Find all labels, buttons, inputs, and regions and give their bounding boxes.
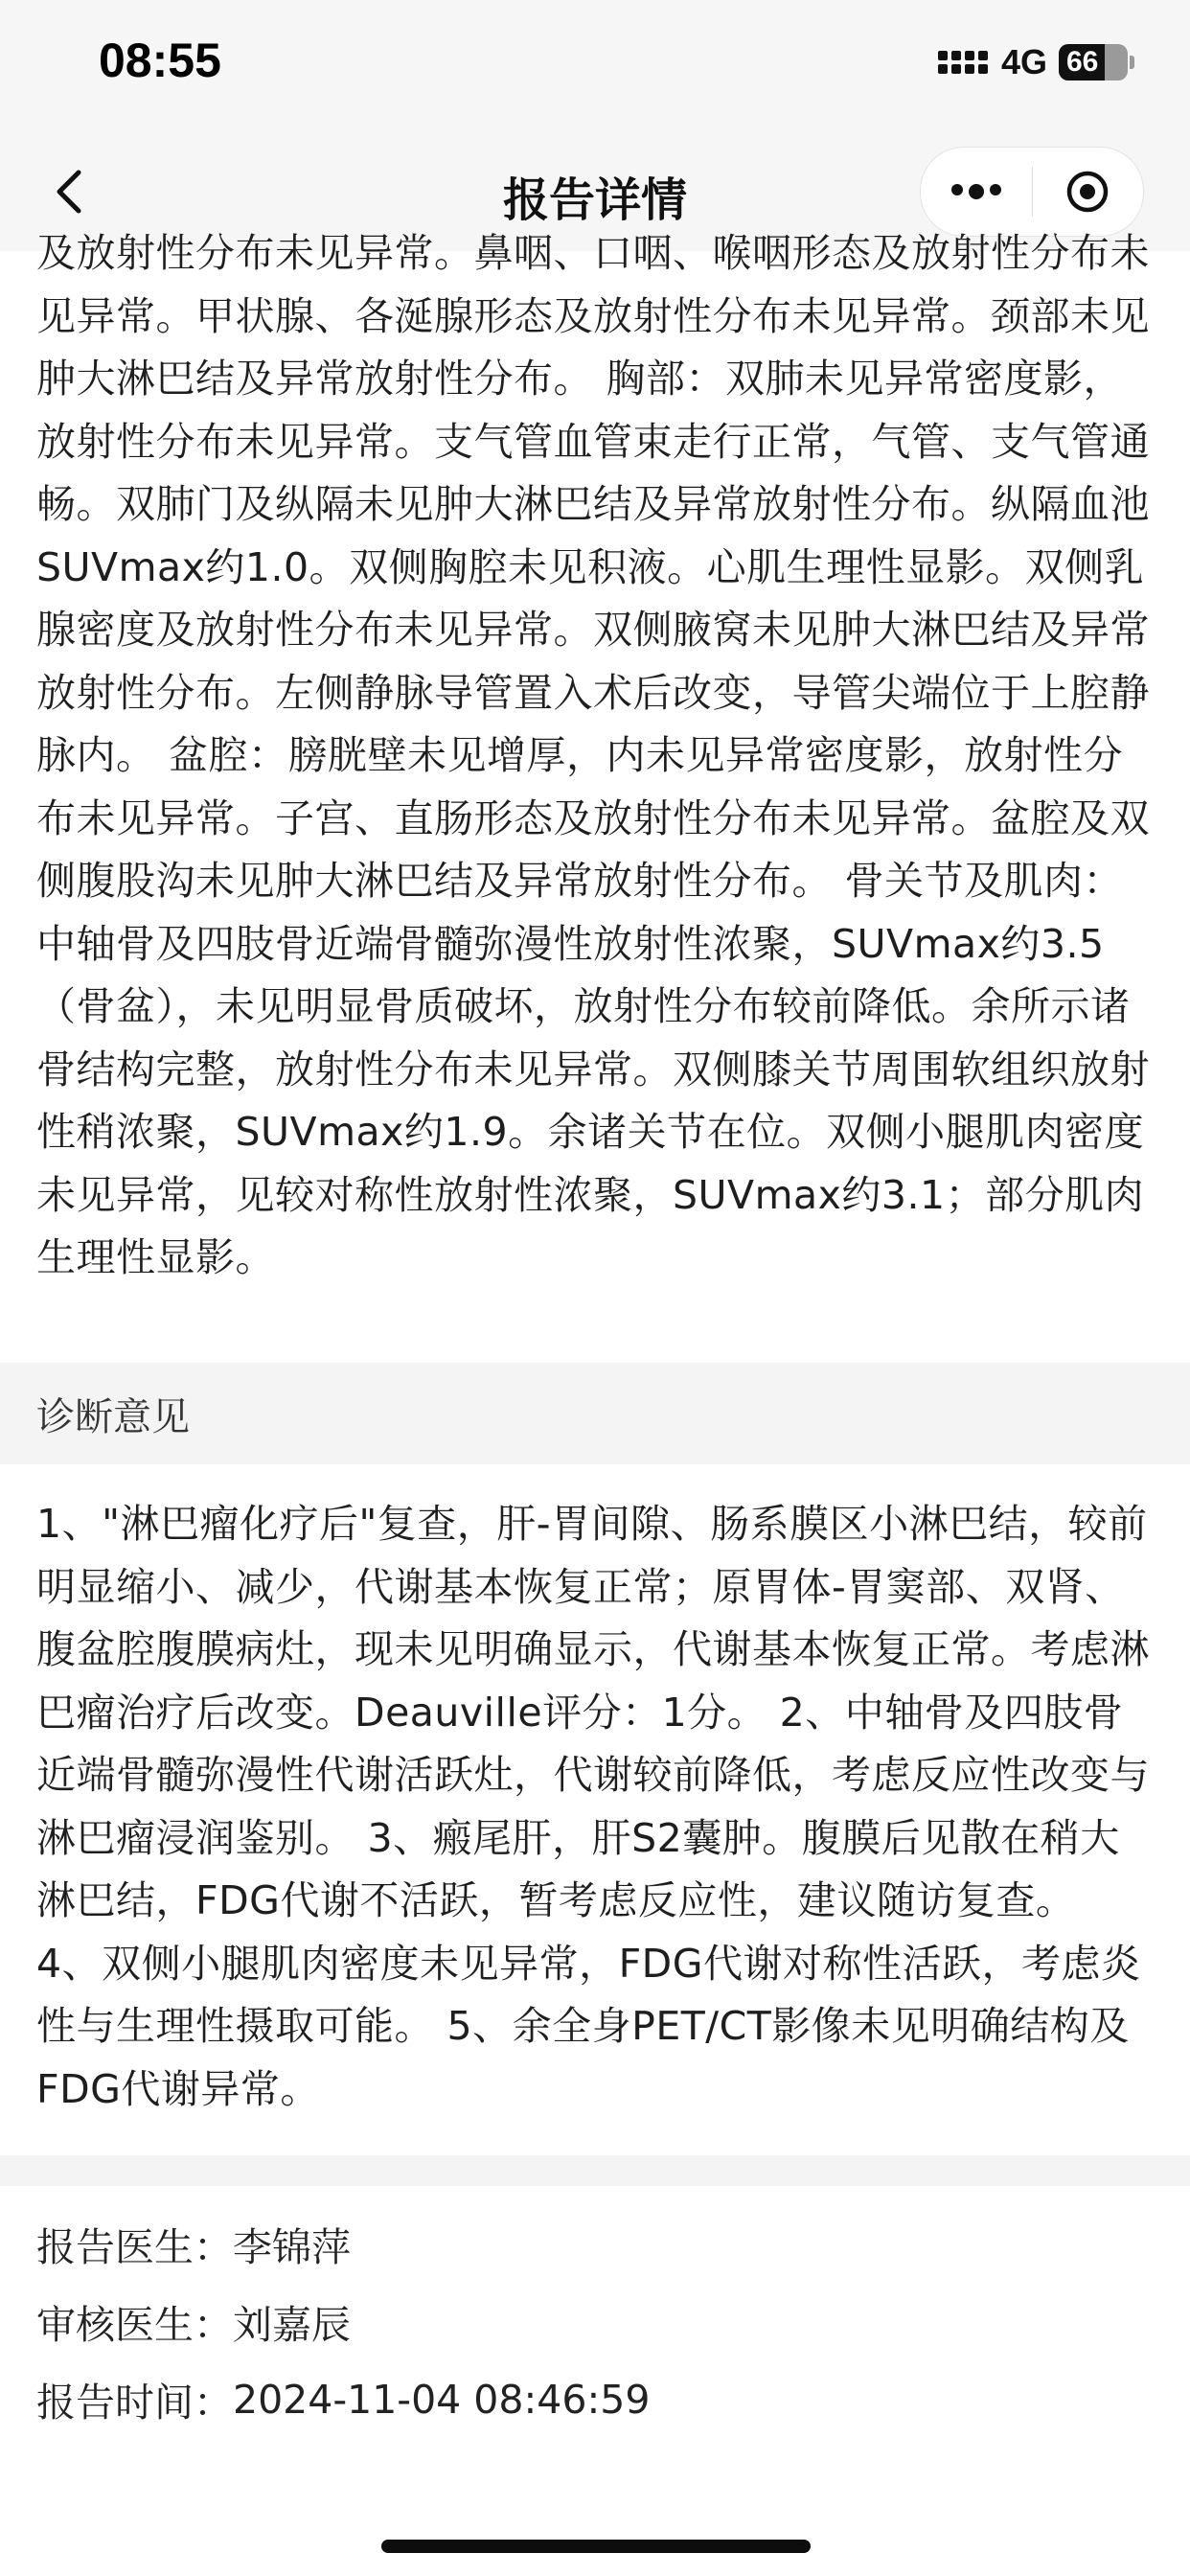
report-time-value: 2024-11-04 08:46:59 — [233, 2376, 651, 2423]
network-type: 4G — [1000, 42, 1047, 81]
reviewer-label: 审核医生： — [36, 2302, 233, 2348]
battery-percent: 66 — [1066, 46, 1099, 78]
diagnosis-text: 1、"淋巴瘤化疗后"复查，肝-胃间隙、肠系膜区小淋巴结，较前明显缩小、减少，代谢基本恢复正常；原胃体-胃窦部、双肾、腹盆腔腹膜病灶，现未见明确显示，代谢基本恢复正常。考虑淋巴瘤治疗后改变。Deauville评分：1分。 2、中轴骨及四肢骨近端骨髓弥漫性代谢活跃灶，代谢较前降低，考虑反应性改变与淋巴瘤浸润鉴别。 3、瘢尾肝，肝S2囊肿。腹膜后见散在稍大淋巴结，FDG代谢不活跃，暂考虑反应性，建议随访复查。 4、双侧小腿肌肉密度未见异常，FDG代谢对称性活跃，考虑炎性与生理性摄取可能。 5、余全身PET/CT影像未见明确结构及FDG代谢异常。 — [36, 1501, 1150, 2112]
report-time-label: 报告时间： — [36, 2380, 233, 2426]
section-divider — [0, 2155, 1190, 2186]
findings-text: 及放射性分布未见异常。鼻咽、口咽、喉咽形态及放射性分布未见异常。甲状腺、各涎腺形态及放射性分布未见异常。颈部未见肿大淋巴结及异常放射性分布。 胸部：双肺未见异常密度影，放射性分布未见异常。支气管血管束走行正常，气管、支气管通畅。双肺门及纵隔未见肿大淋巴结及异常放射性分布。纵隔血池SUVmax约1.0。双侧胸腔未见积液。心肌生理性显影。双侧乳腺密度及放射性分布未见异常。双侧腋窝未见肿大淋巴结及异常放射性分布。左侧静脉导管置入术后改变，导管尖端位于上腔静脉内。 盆腔：膀胱壁未见增厚，内未见异常密度影，放射性分布未见异常。子宫、直肠形态及放射性分布未见异常。盆腔及双侧腹股沟未见肿大淋巴结及异常放射性分布。 骨关节及肌肉：中轴骨及四肢骨近端骨髓弥漫性放射性浓聚，SUVmax约3.5（骨盆），未见明显骨质破坏，放射性分布较前降低。余所示诸骨结构完整，放射性分布未见异常。双侧膝关节周围软组织放射性稍浓聚，SUVmax约1.9。余诸关节在位。双侧小腿肌肉密度未见异常，见较对称性放射性浓聚，SUVmax约3.1；部分肌肉生理性显影。 — [36, 230, 1150, 1280]
report-content — [0, 230, 1190, 2438]
more-dots-icon — [951, 184, 1001, 199]
reporter-name: 李锦萍 — [233, 2224, 351, 2270]
report-meta — [0, 2186, 1190, 2438]
status-bar — [0, 0, 1190, 134]
battery-icon — [1059, 44, 1128, 80]
status-indicators — [938, 40, 1134, 84]
reviewer-name: 刘嘉辰 — [233, 2302, 351, 2348]
reporter-label: 报告医生： — [36, 2224, 233, 2270]
diagnosis-header: 诊断意见 — [0, 1363, 1190, 1464]
reviewer-row — [36, 2283, 1154, 2360]
target-circle-icon — [1065, 170, 1110, 214]
page-title: 报告详情 — [502, 173, 687, 227]
report-time-row — [36, 2360, 1154, 2438]
signal-icon — [938, 46, 990, 79]
status-time: 08:55 — [99, 34, 221, 87]
home-indicator[interactable] — [381, 2540, 811, 2553]
reporter-row — [36, 2205, 1154, 2283]
